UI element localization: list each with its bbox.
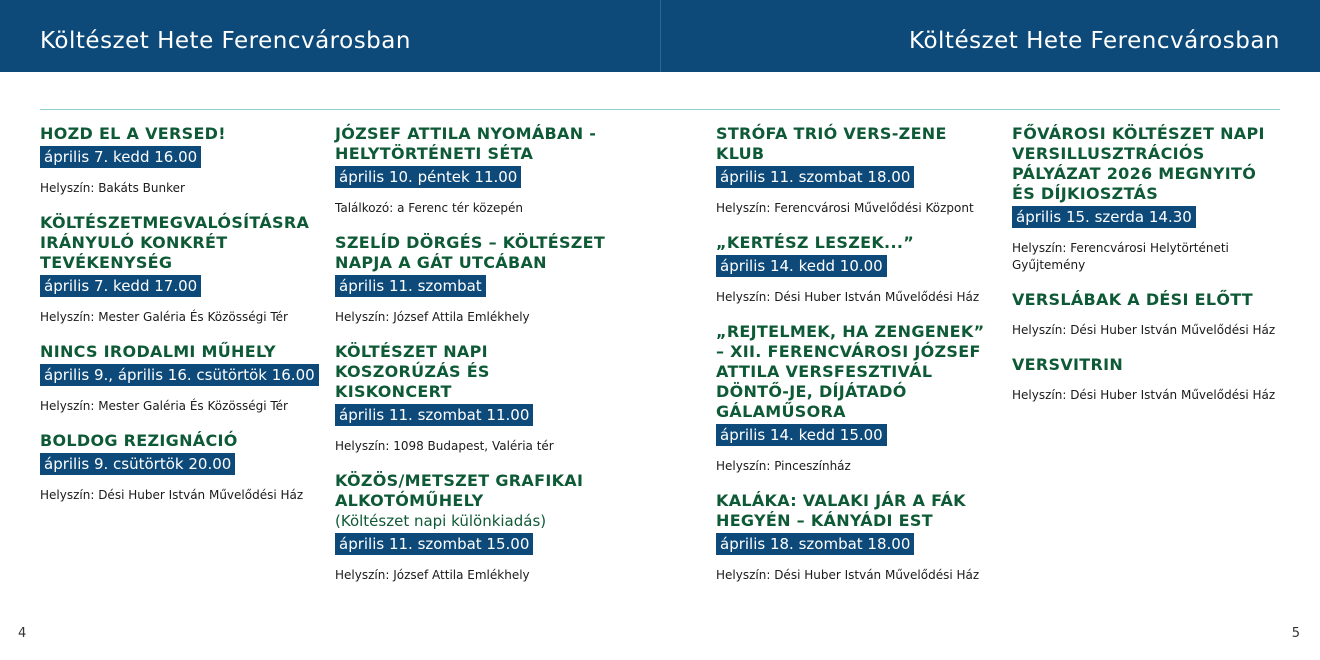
header-page-divider — [660, 0, 661, 72]
event-title: VERSVITRIN — [1012, 355, 1124, 374]
event-title: HOZD EL A VERSED! — [40, 124, 226, 143]
event-location: Helyszín: Mester Galéria És Közösségi Tér — [40, 399, 288, 413]
event-location: Helyszín: József Attila Emlékhely — [335, 568, 530, 582]
event-item — [1012, 290, 1282, 339]
left-page-title: Költészet Hete Ferencvárosban — [40, 28, 411, 54]
header-rule — [40, 109, 1280, 110]
event-item — [716, 124, 991, 217]
event-date-badge: április 11. szombat 11.00 — [335, 404, 533, 426]
event-title: STRÓFA TRIÓ VERS-ZENE KLUB — [716, 124, 947, 163]
event-date-badge: április 7. kedd 17.00 — [40, 275, 201, 297]
event-title: KALÁKA: VALAKI JÁR A FÁK HEGYÉN – KÁNYÁDI EST — [716, 491, 966, 530]
event-location: Helyszín: Pinceszínház — [716, 459, 851, 473]
event-title: „REJTELMEK, HA ZENGENEK” – XII. FERENCVÁROSI JÓZSEF ATTILA VERSFESZTIVÁL DÖNTŐ-JE, DÍJÁTADÓ GÁLAMŰSORA — [716, 322, 985, 421]
event-date-badge: április 11. szombat 15.00 — [335, 533, 533, 555]
event-date-badge: április 18. szombat 18.00 — [716, 533, 914, 555]
event-item — [40, 342, 315, 415]
event-item — [1012, 355, 1282, 404]
event-location: Helyszín: József Attila Emlékhely — [335, 310, 530, 324]
event-item — [335, 124, 610, 217]
event-item — [716, 491, 991, 584]
event-item — [335, 233, 610, 326]
event-title: FŐVÁROSI KÖLTÉSZET NAPI VERSILLUSZTRÁCIÓS PÁLYÁZAT 2026 MEGNYITÓ ÉS DÍJKIOSZTÁS — [1012, 124, 1265, 203]
event-item — [716, 322, 991, 475]
events-column-1 — [40, 124, 315, 520]
event-item — [335, 471, 610, 584]
event-location: Helyszín: Dési Huber István Művelődési Ház — [1012, 323, 1276, 337]
event-date-badge: április 14. kedd 10.00 — [716, 255, 887, 277]
event-title: JÓZSEF ATTILA NYOMÁBAN - HELYTÖRTÉNETI SÉTA — [335, 124, 597, 163]
event-subtitle: (Költészet napi különkiadás) — [335, 512, 547, 530]
event-date-badge: április 15. szerda 14.30 — [1012, 206, 1196, 228]
event-location: Helyszín: 1098 Budapest, Valéria tér — [335, 439, 554, 453]
event-item — [40, 431, 310, 504]
event-location: Helyszín: Ferencvárosi Művelődési Központ — [716, 201, 974, 215]
event-date-badge: április 11. szombat 18.00 — [716, 166, 914, 188]
event-date-badge: április 9. csütörtök 20.00 — [40, 453, 235, 475]
event-item — [1012, 124, 1282, 274]
event-title: KÖLTÉSZET NAPI KOSZORÚZÁS ÉS KISKONCERT — [335, 342, 490, 401]
page-number-left: 4 — [18, 626, 27, 641]
page-number-right: 5 — [1291, 626, 1300, 641]
event-title: BOLDOG REZIGNÁCIÓ — [40, 431, 238, 450]
event-title: „KERTÉSZ LESZEK...” — [716, 233, 915, 252]
events-column-2 — [335, 124, 610, 600]
events-column-3 — [716, 124, 991, 600]
event-date-badge: április 9., április 16. csütörtök 16.00 — [40, 364, 319, 386]
event-location: Helyszín: Dési Huber István Művelődési Ház — [716, 568, 980, 582]
event-item — [716, 233, 991, 306]
event-location: Találkozó: a Ferenc tér közepén — [335, 201, 523, 215]
event-date-badge: április 11. szombat — [335, 275, 486, 297]
event-title: VERSLÁBAK A DÉSI ELŐTT — [1012, 290, 1254, 309]
page-header — [0, 0, 1320, 72]
event-title: SZELÍD DÖRGÉS – KÖLTÉSZET NAPJA A GÁT UTCÁBAN — [335, 233, 606, 272]
event-location: Helyszín: Mester Galéria És Közösségi Tér — [40, 310, 288, 324]
event-location: Helyszín: Dési Huber István Művelődési Ház — [1012, 388, 1276, 402]
event-location: Helyszín: Bakáts Bunker — [40, 181, 185, 195]
event-item — [40, 124, 310, 197]
event-date-badge: április 10. péntek 11.00 — [335, 166, 521, 188]
event-title: NINCS IRODALMI MŰHELY — [40, 342, 276, 361]
event-title: KÖZÖS/METSZET GRAFIKAI ALKOTÓMŰHELY — [335, 471, 584, 510]
event-location: Helyszín: Ferencvárosi Helytörténeti Gyűjtemény — [1012, 241, 1229, 272]
event-location: Helyszín: Dési Huber István Művelődési Ház — [716, 290, 980, 304]
event-location: Helyszín: Dési Huber István Művelődési Ház — [40, 488, 304, 502]
events-column-4 — [1012, 124, 1282, 420]
event-item — [40, 213, 310, 326]
event-date-badge: április 7. kedd 16.00 — [40, 146, 201, 168]
event-date-badge: április 14. kedd 15.00 — [716, 424, 887, 446]
event-item — [335, 342, 610, 455]
right-page-title: Költészet Hete Ferencvárosban — [909, 28, 1280, 54]
event-title: KÖLTÉSZETMEGVALÓSÍTÁSRA IRÁNYULÓ KONKRÉT TEVÉKENYSÉG — [40, 213, 310, 272]
